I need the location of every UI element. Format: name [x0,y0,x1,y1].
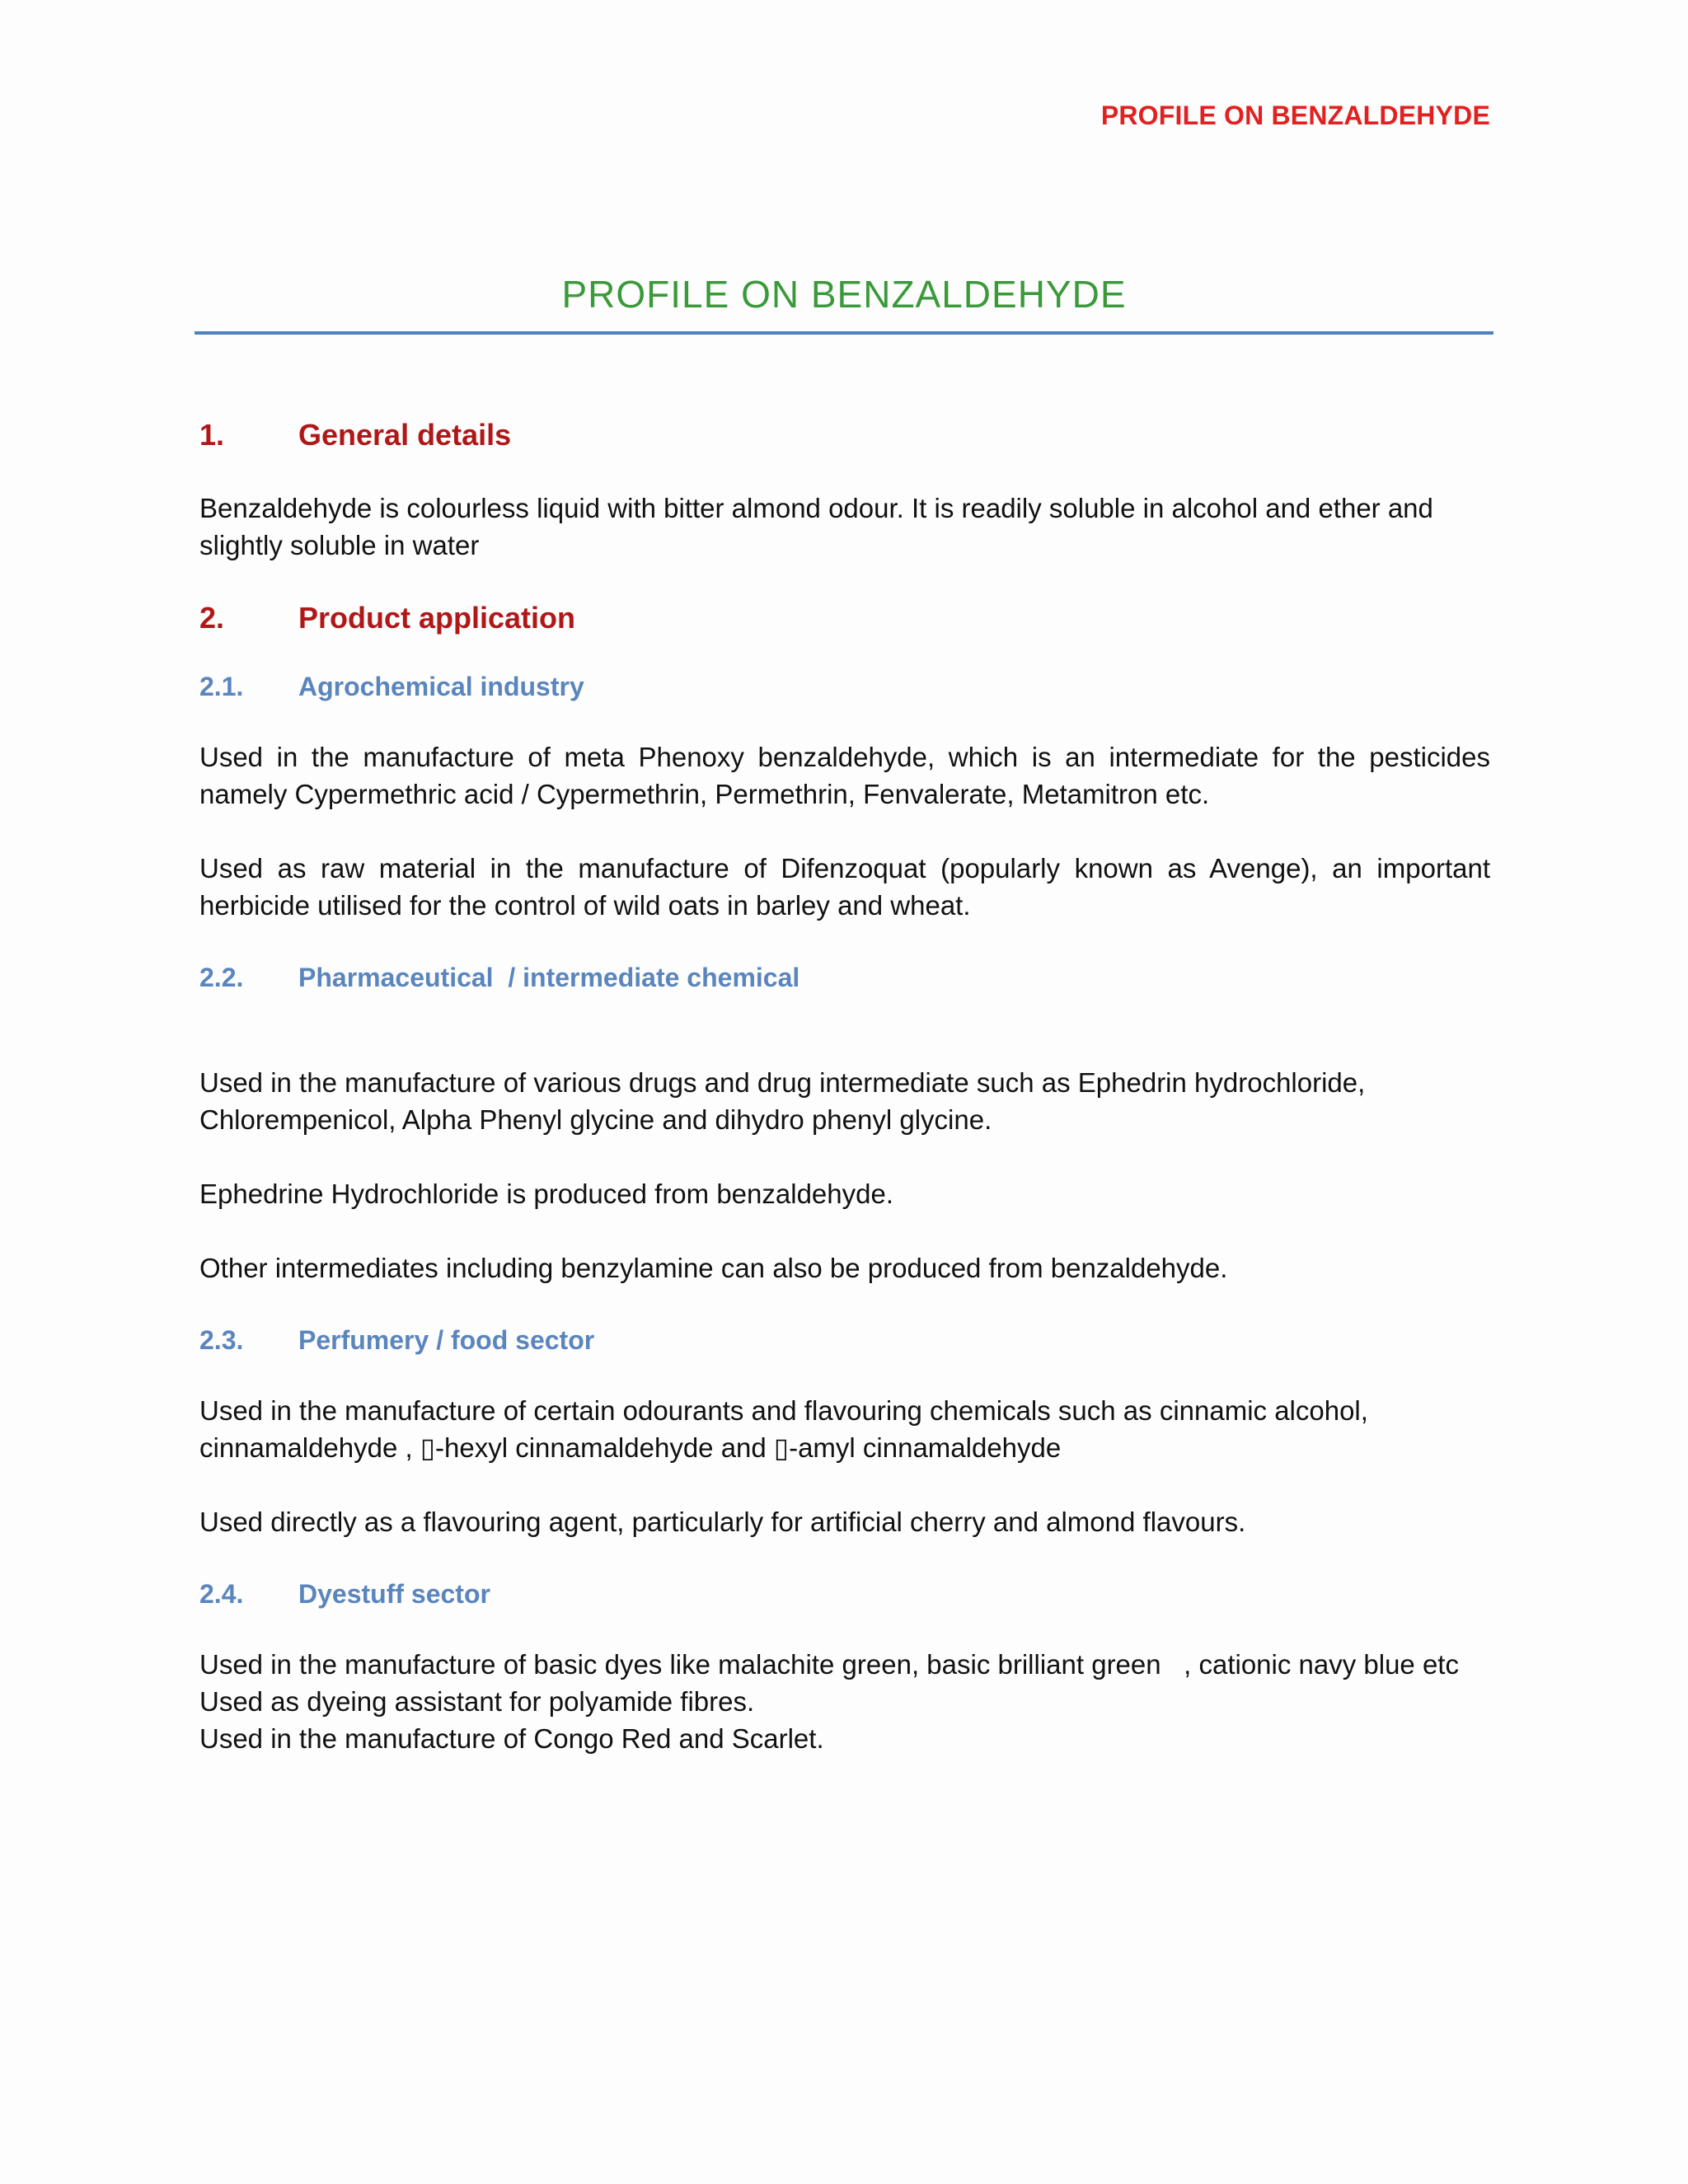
section-heading-product-application [199,595,1490,641]
subsection-number: 2.2. [199,963,244,992]
perfumery-paragraph-1 [199,1392,1490,1466]
subsection-number: 2.1. [199,672,244,701]
pharmaceutical-paragraph-2: Ephedrine Hydrochloride is produced from benzaldehyde. [199,1179,893,1209]
pharmaceutical-paragraph-3: Other intermediates including benzylamine can also be produced from benzaldehyde. [199,1253,1228,1283]
paragraph-line: Used in the manufacture of various drugs and drug intermediate such as Ephedrin hydrochloride, [199,1067,1366,1098]
section-heading-general-details [199,412,1490,458]
section-number: 1. [199,418,225,452]
document-body [199,412,1490,1757]
paragraph-line: Used as dyeing assistant for polyamide fibres. [199,1686,755,1717]
section-title: Product application [298,601,576,635]
paragraph-line: Used in the manufacture of basic dyes like malachite green, basic brilliant green , cationic navy blue etc [199,1649,1459,1680]
subsection-heading-perfumery [199,1319,1490,1361]
title-underline [195,331,1493,335]
subsection-title: Agrochemical industry [298,672,584,701]
paragraph-line: cinnamaldehyde , ▯-hexyl cinnamaldehyde and ▯-amyl cinnamaldehyde [199,1432,1062,1463]
dyestuff-paragraph [199,1646,1490,1757]
subsection-title: Dyestuff sector [298,1579,490,1609]
section-number: 2. [199,601,225,635]
subsection-heading-pharmaceutical [199,957,1490,998]
agrochemical-paragraph-1: Used in the manufacture of meta Phenoxy benzaldehyde, which is an intermediate for the pesticides namely Cypermethric acid / Cypermethrin, Permethrin, Fenvalerate, Metamitron etc. [199,742,1490,809]
subsection-number: 2.4. [199,1579,244,1609]
general-details-paragraph: Benzaldehyde is colourless liquid with bitter almond odour. It is readily soluble in alcohol and ether and slightly soluble in water [199,493,1433,560]
pharmaceutical-paragraph-1 [199,1064,1490,1138]
section-title: General details [298,418,512,452]
agrochemical-paragraph-2: Used as raw material in the manufacture of Difenzoquat (popularly known as Avenge), an important herbicide utilised for the control of wild oats in barley and wheat. [199,853,1490,921]
document-title: PROFILE ON BENZALDEHYDE [561,273,1127,316]
subsection-heading-agrochemical [199,666,1490,707]
running-header: PROFILE ON BENZALDEHYDE [1100,101,1490,130]
perfumery-paragraph-2: Used directly as a flavouring agent, particularly for artificial cherry and almond flavours. [199,1507,1246,1537]
subsection-heading-dyestuff [199,1573,1490,1615]
paragraph-line: Used in the manufacture of Congo Red and Scarlet. [199,1723,824,1754]
subsection-number: 2.3. [199,1325,244,1355]
paragraph-line: Used in the manufacture of certain odourants and flavouring chemicals such as cinnamic alcohol, [199,1395,1368,1426]
subsection-title: Perfumery / food sector [298,1325,595,1355]
paragraph-line: Chlorempenicol, Alpha Phenyl glycine and dihydro phenyl glycine. [199,1104,992,1135]
subsection-title: Pharmaceutical / intermediate chemical [298,963,800,992]
